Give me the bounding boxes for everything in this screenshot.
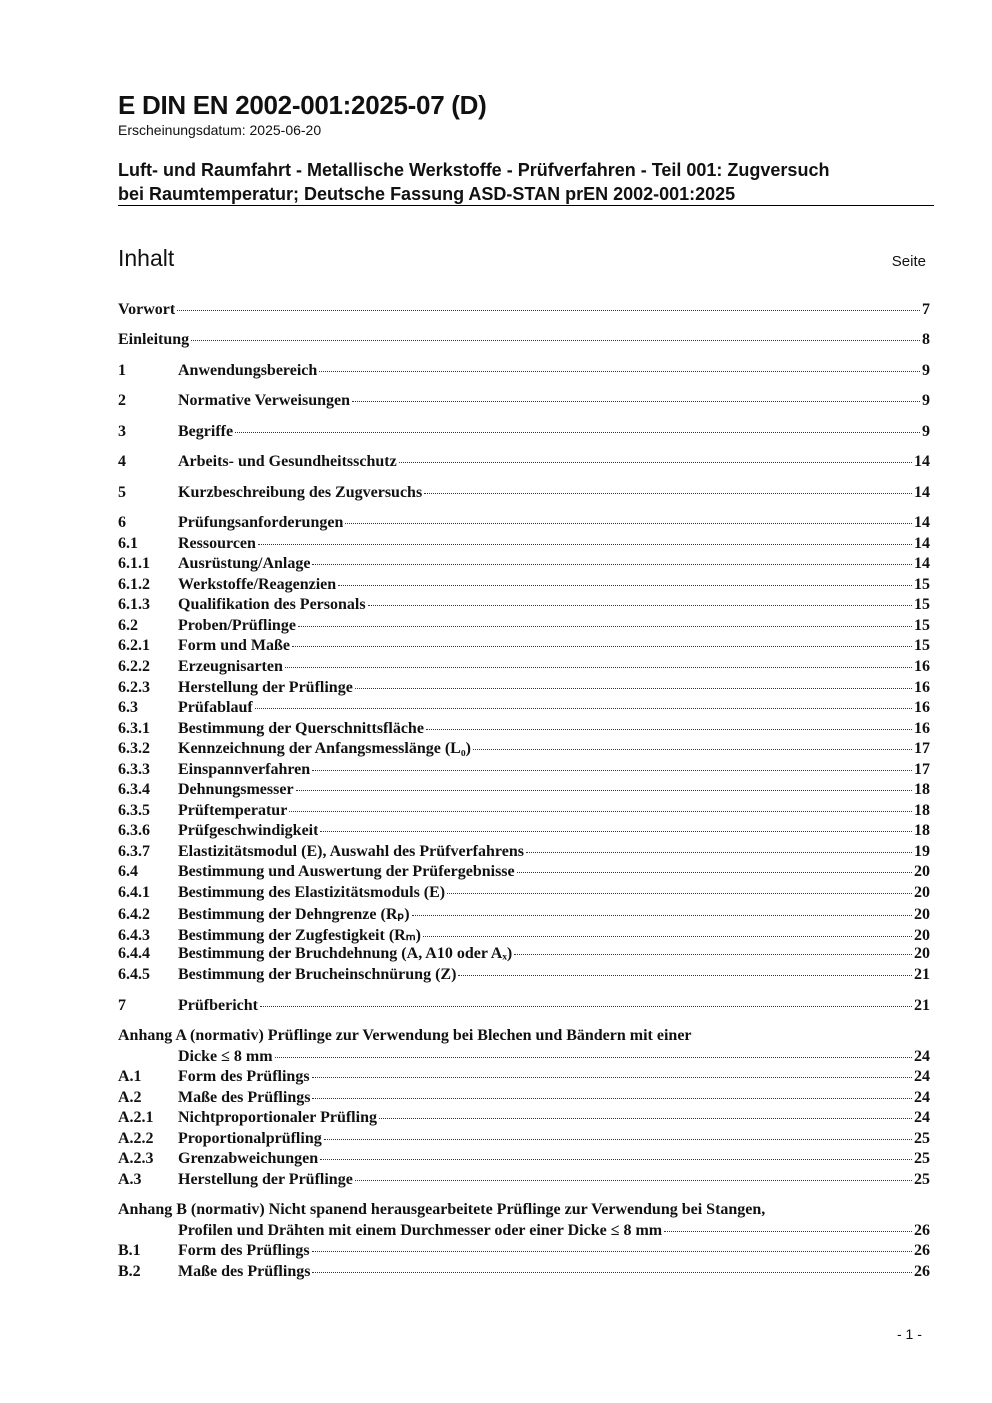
toc-entry-number: 3 — [118, 423, 126, 440]
dot-leader — [352, 401, 920, 402]
toc-entry-page: 19 — [914, 843, 930, 860]
dot-leader — [458, 975, 912, 976]
toc-entry[interactable] — [118, 637, 930, 658]
toc-entry-number: 6.4.5 — [118, 966, 150, 983]
toc-entry-page: 16 — [914, 699, 930, 716]
toc-entry-einleitung[interactable] — [118, 331, 930, 352]
toc-entry[interactable] — [118, 1263, 930, 1284]
dot-leader — [312, 564, 912, 565]
toc-entry-label: Maße des Prüflings — [178, 1089, 311, 1106]
toc-entry-number: 5 — [118, 484, 126, 501]
dot-leader — [423, 936, 912, 937]
toc-entry-label: Einspannverfahren — [178, 761, 311, 778]
dot-leader — [368, 605, 912, 606]
toc-entry-label: Dehnungsmesser — [178, 781, 294, 798]
toc-annex-a-heading[interactable]: Anhang A (normativ) Prüflinge zur Verwendung bei Blechen und Bändern mit einer — [118, 1027, 692, 1044]
toc-entry[interactable] — [118, 392, 930, 413]
dot-leader — [345, 523, 912, 524]
toc-entry-label: Proben/Prüflinge — [178, 617, 296, 634]
toc-entry-label: Herstellung der Prüflinge — [178, 679, 353, 696]
toc-entry-label: Prüftemperatur — [178, 802, 288, 819]
dot-leader — [275, 1057, 912, 1058]
dot-leader — [191, 340, 920, 341]
toc-entry-page: 16 — [914, 720, 930, 737]
toc-entry-page: 24 — [914, 1089, 930, 1106]
toc-entry[interactable] — [118, 1089, 930, 1110]
toc-entry-number: 6.2 — [118, 617, 138, 634]
toc-entry-number: 7 — [118, 997, 126, 1014]
dot-leader — [399, 462, 912, 463]
toc-entry-page: 20 — [914, 906, 930, 923]
toc-entry-number: A.3 — [118, 1171, 142, 1188]
document-title — [118, 158, 938, 206]
dot-leader — [664, 1231, 912, 1232]
document-id: E DIN EN 2002-001:2025-07 (D) — [118, 90, 487, 120]
dot-leader — [177, 310, 920, 311]
toc-entry-label: Qualifikation des Personals — [178, 596, 366, 613]
dot-leader — [312, 770, 912, 771]
toc-entry-page: 20 — [914, 927, 930, 944]
dot-leader — [447, 893, 912, 894]
toc-entry[interactable] — [118, 1242, 930, 1263]
toc-entry-label: Werkstoffe/Reagenzien — [178, 576, 337, 593]
dot-leader — [258, 544, 912, 545]
toc-entry-number: 6.3.5 — [118, 802, 150, 819]
toc-entry-page: 14 — [914, 484, 930, 501]
dot-leader — [285, 667, 912, 668]
toc-entry[interactable] — [118, 596, 930, 617]
toc-entry-page: 24 — [914, 1048, 930, 1065]
toc-annex-b-heading[interactable]: Anhang B (normativ) Nicht spanend herausgearbeitete Prüflinge zur Verwendung bei Stangen, — [118, 1201, 766, 1218]
toc-entry-number: 6.3.7 — [118, 843, 150, 860]
toc-entry-page: 16 — [914, 679, 930, 696]
dot-leader — [412, 915, 912, 916]
dot-leader — [296, 790, 912, 791]
toc-entry-page: 15 — [914, 637, 930, 654]
toc-entry[interactable] — [118, 1150, 930, 1171]
toc-entry-number: 6.2.2 — [118, 658, 150, 675]
toc-entry-label: Vorwort — [118, 301, 176, 318]
toc-entry-page: 20 — [914, 884, 930, 901]
toc-entry-number: 6.3.3 — [118, 761, 150, 778]
toc-entry-label: Bestimmung des Elastizitätsmoduls (E) — [178, 884, 446, 901]
toc-entry-number: 6.1.2 — [118, 576, 150, 593]
toc-entry-page: 8 — [922, 331, 930, 348]
toc-entry-label: Bestimmung und Auswertung der Prüfergebnisse — [178, 863, 515, 880]
dot-leader — [426, 729, 912, 730]
dot-leader — [338, 585, 912, 586]
toc-entry-number: A.2 — [118, 1089, 142, 1106]
toc-entry-page: 17 — [914, 761, 930, 778]
toc-entry-page: 25 — [914, 1150, 930, 1167]
toc-entry-page: 21 — [914, 997, 930, 1014]
toc-entry-label: Form und Maße — [178, 637, 290, 654]
toc-entry-page: 9 — [922, 423, 930, 440]
dot-leader — [324, 1139, 912, 1140]
toc-entry[interactable] — [118, 997, 930, 1018]
dot-leader — [289, 811, 912, 812]
toc-entry-page: 15 — [914, 596, 930, 613]
toc-entry-label: Ressourcen — [178, 535, 256, 552]
publication-date: Erscheinungsdatum: 2025-06-20 — [118, 122, 322, 138]
dot-leader — [235, 432, 920, 433]
toc-entry[interactable] — [118, 658, 930, 679]
toc-entry-number: 6.3.4 — [118, 781, 150, 798]
dot-leader — [424, 493, 912, 494]
toc-entry-label: Bestimmung der Zugfestigkeit (Rₘ) — [178, 927, 421, 944]
toc-entry[interactable] — [118, 362, 930, 383]
toc-entry-number: A.1 — [118, 1068, 142, 1085]
toc-entry-label: Kennzeichnung der Anfangsmesslänge (L₀) — [178, 740, 471, 757]
toc-entry-label: Nichtproportionaler Prüfling — [178, 1109, 377, 1126]
title-line-2: bei Raumtemperatur; Deutsche Fassung ASD-STAN prEN 2002-001:2025 — [118, 184, 736, 204]
toc-entry-page: 16 — [914, 658, 930, 675]
toc-entry-number: 1 — [118, 362, 126, 379]
toc-entry[interactable] — [118, 699, 930, 720]
toc-entry[interactable] — [118, 617, 930, 638]
toc-entry-label: Erzeugnisarten — [178, 658, 283, 675]
toc-entry[interactable] — [118, 576, 930, 597]
toc-entry-annex-b[interactable] — [118, 1222, 930, 1243]
toc-entry-number: B.2 — [118, 1263, 141, 1280]
toc-entry-label: Arbeits- und Gesundheitsschutz — [178, 453, 397, 470]
toc-entry-label: Bestimmung der Querschnittsfläche — [178, 720, 424, 737]
toc-entry-label: Prüfungsanforderungen — [178, 514, 344, 531]
toc-entry-number: 6.4.2 — [118, 906, 150, 923]
toc-entry-page: 17 — [914, 740, 930, 757]
toc-entry-number: A.2.3 — [118, 1150, 154, 1167]
toc-entry[interactable] — [118, 761, 930, 782]
toc-entry[interactable] — [118, 679, 930, 700]
toc-entry[interactable] — [118, 484, 930, 505]
toc-entry[interactable] — [118, 453, 930, 474]
toc-entry-page: 7 — [922, 301, 930, 318]
toc-entry[interactable] — [118, 966, 930, 987]
toc-entry-page: 21 — [914, 966, 930, 983]
toc-entry[interactable] — [118, 423, 930, 444]
dot-leader — [319, 371, 920, 372]
toc-entry[interactable] — [118, 884, 930, 905]
toc-entry-number: 6.1.1 — [118, 555, 150, 572]
toc-entry-page: 26 — [914, 1263, 930, 1280]
toc-entry[interactable] — [118, 555, 930, 576]
toc-entry-page: 14 — [914, 555, 930, 572]
toc-entry[interactable] — [118, 1109, 930, 1130]
toc-entry-label: Bestimmung der Bruchdehnung (A, A10 oder Aₓ) — [178, 945, 513, 962]
dot-leader — [320, 831, 912, 832]
toc-entry[interactable] — [118, 1130, 930, 1151]
toc-entry-page: 15 — [914, 617, 930, 634]
toc-entry-label: Elastizitätsmodul (E), Auswahl des Prüfverfahrens — [178, 843, 524, 860]
toc-entry-label: Dicke ≤ 8 mm — [178, 1048, 273, 1065]
dot-leader — [312, 1077, 912, 1078]
toc-entry[interactable] — [118, 802, 930, 823]
toc-entry[interactable] — [118, 514, 930, 535]
toc-entry-label: Bestimmung der Brucheinschnürung (Z) — [178, 966, 457, 983]
toc-entry-page: 26 — [914, 1222, 930, 1239]
dot-leader — [320, 1159, 912, 1160]
toc-entry-page: 20 — [914, 945, 930, 962]
toc-entry-label: Profilen und Drähten mit einem Durchmesser oder einer Dicke ≤ 8 mm — [178, 1222, 663, 1239]
dot-leader — [298, 626, 912, 627]
toc-entry-page: 14 — [914, 453, 930, 470]
toc-heading: Inhalt — [118, 245, 175, 271]
toc-entry-number: 6.4.1 — [118, 884, 150, 901]
toc-entry-number: A.2.2 — [118, 1130, 154, 1147]
toc-entry[interactable] — [118, 843, 930, 864]
toc-entry-vorwort[interactable] — [118, 301, 930, 322]
toc-entry-page: 9 — [922, 362, 930, 379]
toc-entry-page: 25 — [914, 1130, 930, 1147]
toc-entry-page: 24 — [914, 1068, 930, 1085]
toc-entry[interactable] — [118, 863, 930, 884]
toc-entry-annex-a[interactable] — [118, 1048, 930, 1069]
dot-leader — [379, 1118, 912, 1119]
toc-entry-number: B.1 — [118, 1242, 141, 1259]
toc-entry-label: Anwendungsbereich — [178, 362, 318, 379]
toc-entry[interactable] — [118, 925, 930, 946]
toc-entry[interactable] — [118, 781, 930, 802]
toc-page-label: Seite — [891, 253, 926, 270]
toc-entry-page: 24 — [914, 1109, 930, 1126]
toc-entry-number: 6.2.3 — [118, 679, 150, 696]
toc-entry[interactable] — [118, 945, 930, 966]
toc-entry-label: Kurzbeschreibung des Zugversuchs — [178, 484, 423, 501]
toc-entry-page: 20 — [914, 863, 930, 880]
dot-leader — [526, 852, 912, 853]
toc-entry-label: Form des Prüflings — [178, 1242, 310, 1259]
toc-entry-page: 18 — [914, 822, 930, 839]
toc-entry-label: Maße des Prüflings — [178, 1263, 311, 1280]
dot-leader — [514, 954, 912, 955]
toc-entry-label: Bestimmung der Dehngrenze (Rₚ) — [178, 906, 410, 923]
toc-entry[interactable] — [118, 720, 930, 741]
toc-entry-number: 6.3.1 — [118, 720, 150, 737]
toc-entry-page: 14 — [914, 514, 930, 531]
dot-leader — [312, 1251, 912, 1252]
toc-entry-label: Grenzabweichungen — [178, 1150, 319, 1167]
toc-entry[interactable] — [118, 740, 930, 761]
toc-entry-label: Einleitung — [118, 331, 190, 348]
toc-entry-number: 6.3.2 — [118, 740, 150, 757]
toc-entry-label: Prüfbericht — [178, 997, 258, 1014]
toc-entry-number: 6.2.1 — [118, 637, 150, 654]
toc-entry-page: 26 — [914, 1242, 930, 1259]
toc-entry-number: 6.4 — [118, 863, 138, 880]
toc-entry[interactable] — [118, 904, 930, 925]
toc-entry-number: 2 — [118, 392, 126, 409]
toc-entry-number: 6.4.3 — [118, 927, 150, 944]
toc-entry-number: 6.3.6 — [118, 822, 150, 839]
dot-leader — [255, 708, 912, 709]
toc-entry-page: 25 — [914, 1171, 930, 1188]
toc-entry-label: Begriffe — [178, 423, 234, 440]
toc-entry-page: 18 — [914, 802, 930, 819]
toc-entry-page: 14 — [914, 535, 930, 552]
toc-entry-label: Form des Prüflings — [178, 1068, 310, 1085]
page-number: - 1 - — [897, 1326, 922, 1342]
toc-entry-label: Prüfablauf — [178, 699, 253, 716]
toc-entry-page: 9 — [922, 392, 930, 409]
dot-leader — [473, 749, 912, 750]
toc-entry-number: 6.3 — [118, 699, 138, 716]
dot-leader — [355, 688, 912, 689]
title-line-1: Luft- und Raumfahrt - Metallische Werkstoffe - Prüfverfahren - Teil 001: Zugversuch — [118, 160, 830, 180]
toc-entry-number: 4 — [118, 453, 126, 470]
toc-entry-number: 6.4.4 — [118, 945, 150, 962]
dot-leader — [355, 1180, 912, 1181]
toc-entry-label: Herstellung der Prüflinge — [178, 1171, 353, 1188]
dot-leader — [312, 1098, 912, 1099]
dot-leader — [312, 1272, 912, 1273]
toc-entry-number: 6 — [118, 514, 126, 531]
title-rule — [118, 205, 934, 206]
toc-entry-number: 6.1 — [118, 535, 138, 552]
toc-entry[interactable] — [118, 1171, 930, 1192]
toc-entry-label: Ausrüstung/Anlage — [178, 555, 311, 572]
toc-entry-number: A.2.1 — [118, 1109, 154, 1126]
dot-leader — [517, 872, 912, 873]
toc-entry-number: 6.1.3 — [118, 596, 150, 613]
toc-entry-label: Normative Verweisungen — [178, 392, 350, 409]
toc-entry[interactable] — [118, 822, 930, 843]
toc-entry-page: 18 — [914, 781, 930, 798]
toc-entry-label: Prüfgeschwindigkeit — [178, 822, 319, 839]
dot-leader — [260, 1006, 912, 1007]
toc-entry[interactable] — [118, 535, 930, 556]
toc-entry[interactable] — [118, 1068, 930, 1089]
dot-leader — [292, 646, 912, 647]
toc-entry-label: Proportionalprüfling — [178, 1130, 322, 1147]
toc-entry-page: 15 — [914, 576, 930, 593]
